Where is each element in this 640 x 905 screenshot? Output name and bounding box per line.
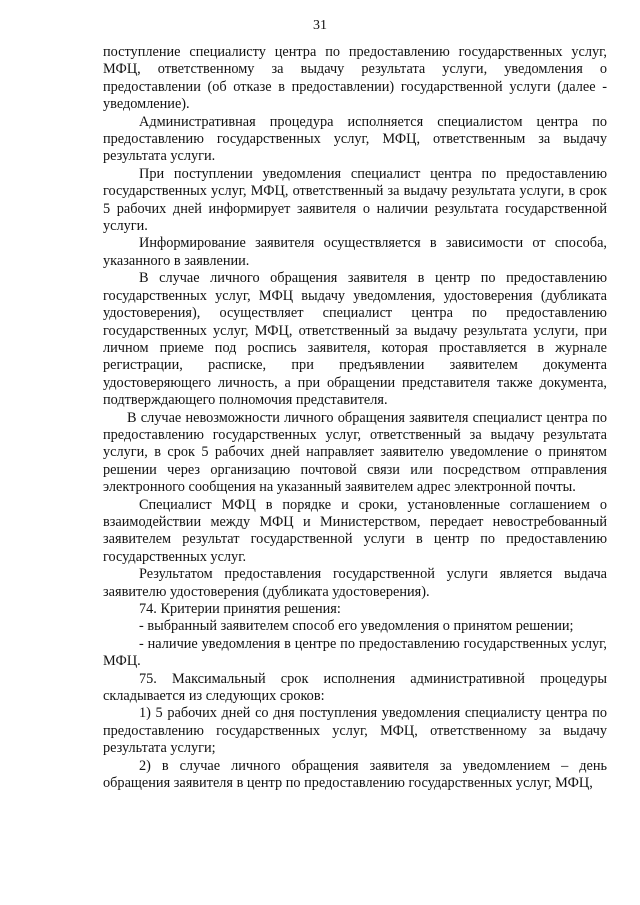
paragraph: При поступлении уведомления специалист центра по предоставлению государственных услуг, МФЦ, ответственный за выдачу результата услуги, в срок 5 рабочих дней информирует заявителя о наличии результата государственной услуги.: [103, 165, 607, 235]
paragraph: Результатом предоставления государственной услуги является выдача заявителю удостоверения (дубликата удостоверения).: [103, 566, 607, 600]
paragraph: В случае невозможности личного обращения заявителя специалист центра по предоставлению государственных услуг, ответственный за выдачу результата услуги, в срок 5 рабочих дней направляет заявителю уведомление о принятом решении через организацию почтовой связи или посредством отправления электронного сообщения на указанный заявителем адрес электронной почты.: [103, 409, 607, 496]
paragraph: 1) 5 рабочих дней со дня поступления уведомления специалисту центра по предоставлению государственных услуг, МФЦ, ответственному за выдачу результата услуги;: [103, 705, 607, 757]
body-text: [103, 44, 607, 792]
paragraph: - выбранный заявителем способ его уведомления о принятом решении;: [139, 618, 574, 635]
page-number: 31: [313, 18, 327, 33]
paragraph: 74. Критерии принятия решения:: [139, 601, 341, 617]
paragraph: 75. Максимальный срок исполнения административной процедуры складывается из следующих сроков:: [103, 670, 607, 705]
paragraph: 2) в случае личного обращения заявителя за уведомлением – день обращения заявителя в центр по предоставлению государственных услуг, МФЦ,: [103, 757, 607, 792]
paragraph: Информирование заявителя осуществляется в зависимости от способа, указанного в заявлении.: [103, 235, 607, 269]
paragraph: В случае личного обращения заявителя в центр по предоставлению государственных услуг, МФЦ выдачу уведомления, удостоверения (дубликата удостоверения), осуществляет специалист центра по предоставлению государственных услуг, МФЦ, ответственный за выдачу результата услуги, при личном приеме под роспись заявителя, которая проставляется в журнале регистрации, расписке, при предъявлении заявителем документа удостоверяющего личность, а при обращении представителя также документа, подтверждающего полномочия представителя.: [103, 270, 607, 409]
paragraph: - наличие уведомления в центре по предоставлению государственных услуг, МФЦ.: [103, 635, 607, 670]
paragraph: Административная процедура исполняется специалистом центра по предоставлению государственных услуг, МФЦ, ответственным за выдачу результата услуги.: [103, 113, 607, 165]
paragraph: поступление специалисту центра по предоставлению государственных услуг, МФЦ, ответственному за выдачу результата услуги, уведомления о предоставлении (об отказе в предоставлении) государственной услуги (далее - уведомление).: [103, 44, 607, 113]
paragraph: Специалист МФЦ в порядке и сроки, установленные соглашением о взаимодействии между МФЦ и Министерством, передает невостребованный заявителем результат государственной услуги в центр по предоставлению государственных услуг.: [103, 496, 607, 565]
